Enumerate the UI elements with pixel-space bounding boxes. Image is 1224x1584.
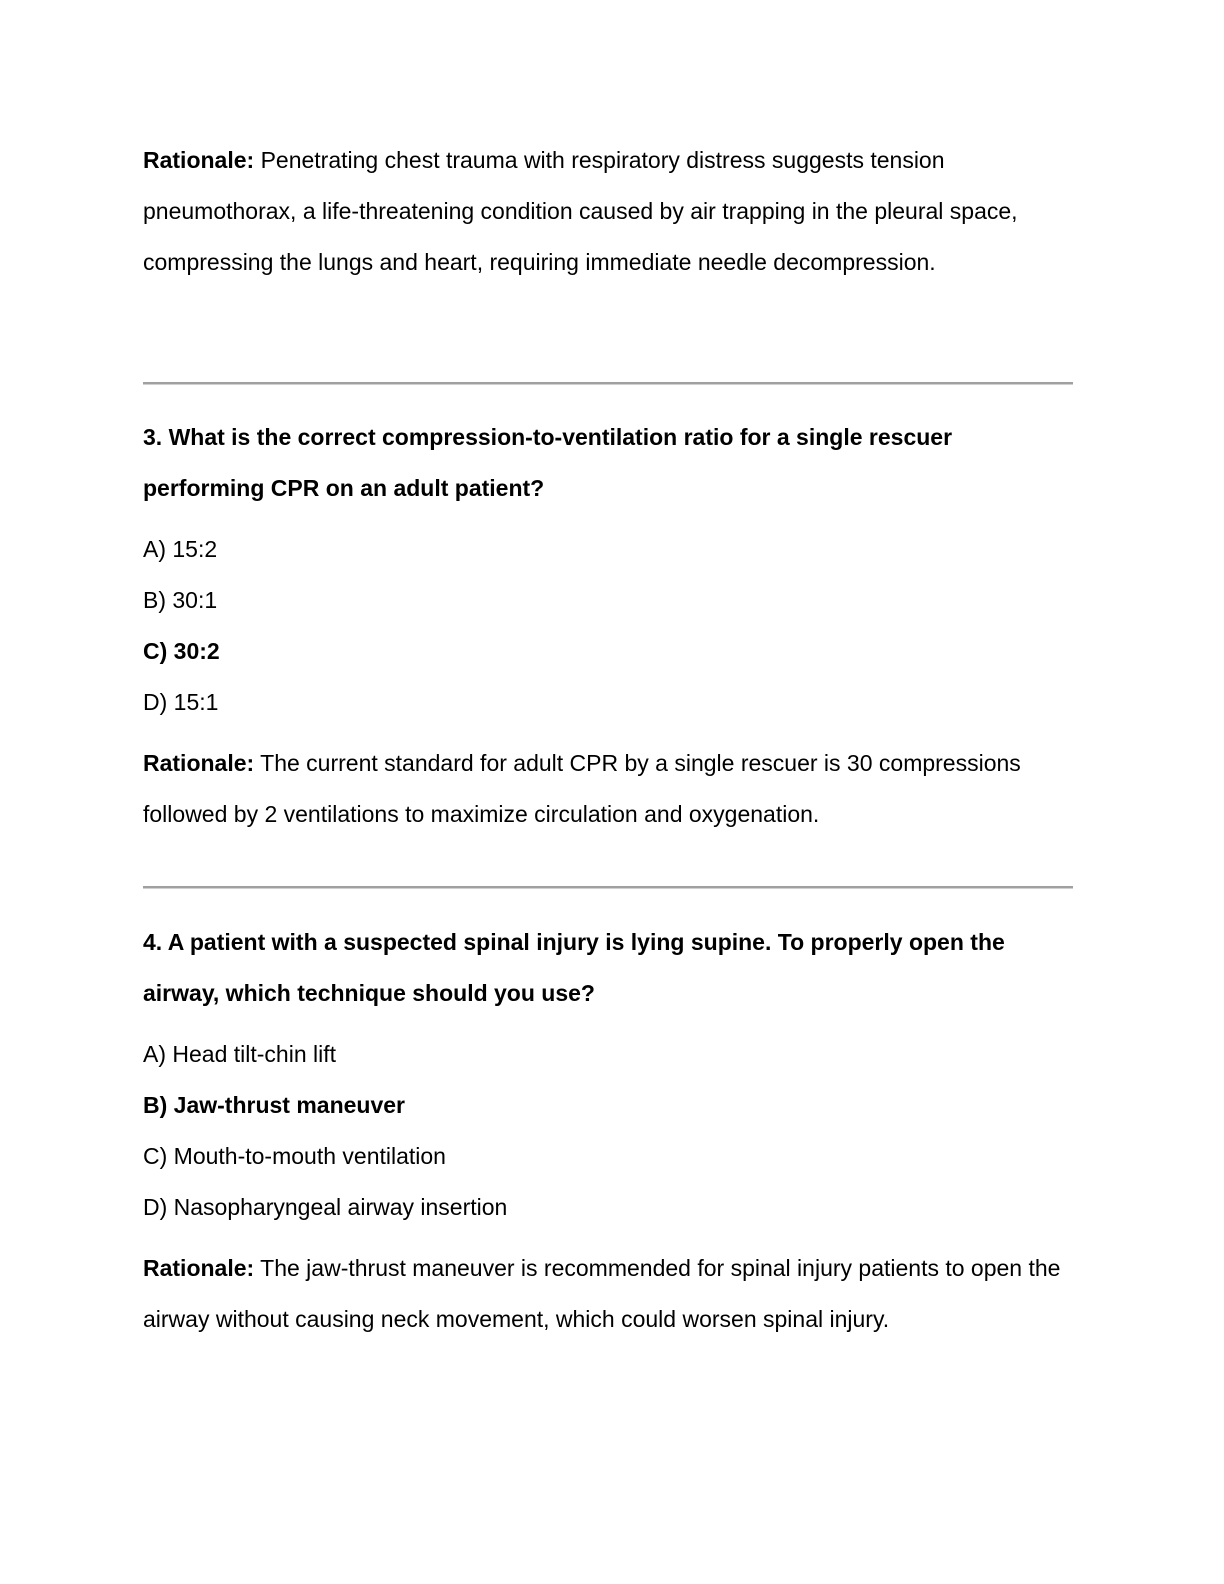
question-text: 4. A patient with a suspected spinal injury is lying supine. To properly open the airway, which technique should you use? (143, 929, 1005, 1006)
divider-2 (143, 886, 1073, 889)
option-c: C) Mouth-to-mouth ventilation (143, 1143, 446, 1169)
rationale-paragraph (143, 135, 1073, 288)
rationale-label: Rationale: (143, 1255, 255, 1281)
rationale-label: Rationale: (143, 750, 255, 776)
option-d: D) 15:1 (143, 689, 219, 715)
option-b: B) 30:1 (143, 587, 218, 613)
option-a: A) 15:2 (143, 536, 218, 562)
rationale-text: The jaw-thrust maneuver is recommended for spinal injury patients to open the airway without causing neck movement, which could worsen spinal injury. (143, 1255, 1061, 1332)
option-d: D) Nasopharyngeal airway insertion (143, 1194, 508, 1220)
rationale-paragraph (143, 738, 1073, 840)
divider-1 (143, 382, 1073, 385)
rationale-text: Penetrating chest trauma with respiratory distress suggests tension pneumothorax, a life-threatening condition caused by air trapping in the pleural space, compressing the lungs and heart, requiring immediate needle decompression. (143, 147, 1018, 275)
rationale-q2 (143, 135, 1073, 288)
option-b-correct: B) Jaw-thrust maneuver (143, 1092, 406, 1118)
rationale-paragraph (143, 1243, 1073, 1345)
rationale-text: The current standard for adult CPR by a single rescuer is 30 compressions followed by 2 ventilations to maximize circulation and oxygenation. (143, 750, 1021, 827)
option-a: A) Head tilt-chin lift (143, 1041, 337, 1067)
question-4 (143, 917, 1073, 1345)
option-c-correct: C) 30:2 (143, 638, 220, 664)
question-text: 3. What is the correct compression-to-ventilation ratio for a single rescuer performing CPR on an adult patient? (143, 424, 953, 501)
question-3 (143, 412, 1073, 840)
rationale-label: Rationale: (143, 147, 255, 173)
